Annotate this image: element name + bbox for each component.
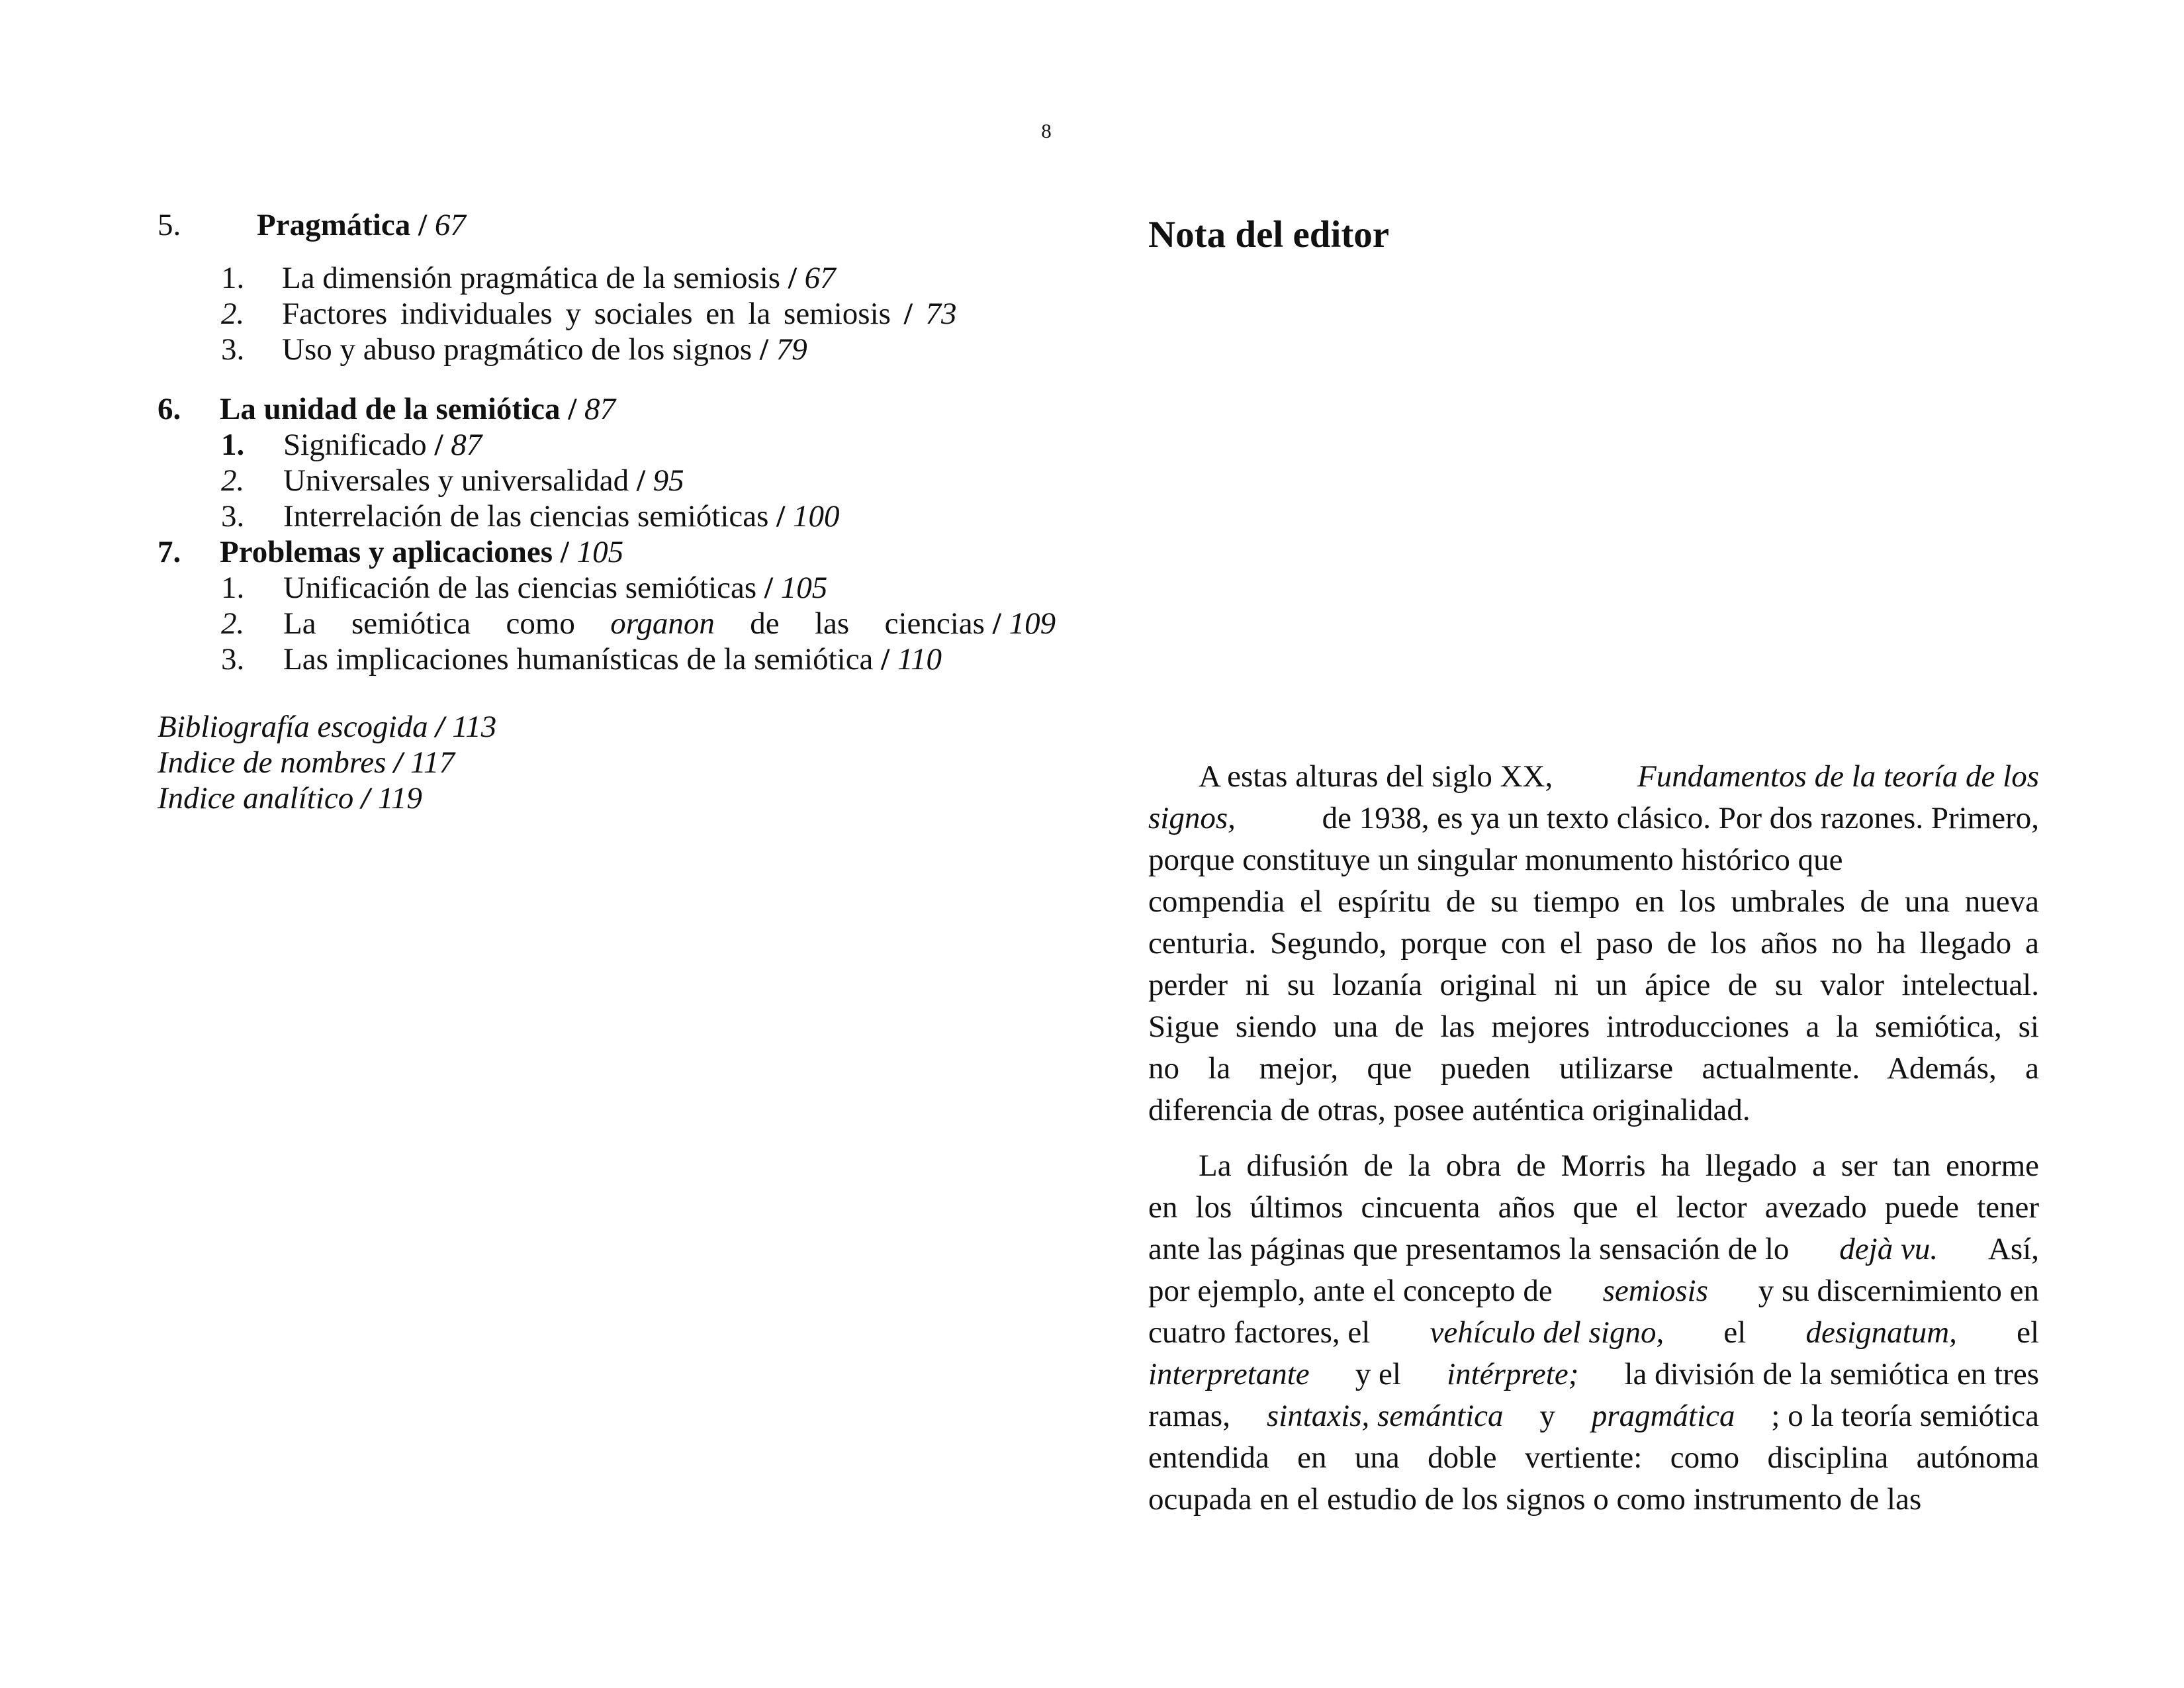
text-line: ante las páginas que presentamos la sensación de lo dejà vu. Así, [1148, 1232, 2039, 1266]
toc-name-index[interactable]: Indice de nombres / 117 [158, 745, 455, 780]
toc-item-5-3[interactable]: 3. Uso y abuso pragmático de los signos / 79 [221, 332, 807, 367]
toc-title: Problemas y aplicaciones [220, 535, 553, 569]
toc-item-7-1[interactable]: 1. Unificación de las ciencias semióticas / 105 [221, 571, 828, 605]
toc-chapter-7[interactable]: 7. Problemas y aplicaciones / 105 [158, 535, 624, 569]
toc-page: 105 [576, 535, 624, 569]
toc-number: 6. [158, 392, 181, 426]
toc-number: 5. [158, 208, 181, 242]
toc-item-6-3[interactable]: 3. Interrelación de las ciencias semióticas / 100 [221, 499, 840, 534]
table-of-contents [158, 207, 1056, 816]
text-line: diferencia de otras, posee auténtica originalidad. [1148, 1093, 1751, 1127]
text-line: perder ni su lozanía original ni un ápice de su valor intelectual. [1148, 968, 2039, 1002]
text-line: no la mejor, que pueden utilizarse actualmente. Además, a [1148, 1051, 2039, 1086]
text-line: interpretante y el intérprete; la división de la semiótica en tres [1148, 1357, 2039, 1391]
note-paragraph-1 [1148, 756, 2039, 1131]
text-line: entendida en una doble vertiente: como disciplina autónoma [1148, 1440, 2039, 1475]
text-line: centuria. Segundo, porque con el paso de los años no ha llegado a [1148, 926, 2039, 961]
toc-item-5-2[interactable]: 2. Factores individuales y sociales en la semiosis / 73 [221, 297, 957, 331]
text-line: en los últimos cincuenta años que el lector avezado puede tener [1148, 1190, 2039, 1225]
toc-page: 87 [584, 392, 616, 426]
text-line: Sigue siendo una de las mejores introducciones a la semiótica, si [1148, 1009, 2039, 1044]
note-paragraph-2 [1148, 1145, 2039, 1521]
toc-analytic-index[interactable]: Indice analítico / 119 [158, 781, 422, 816]
toc-chapter-6[interactable]: 6. La unidad de la semiótica / 87 [158, 392, 616, 426]
toc-number: 7. [158, 535, 181, 569]
text-line: por ejemplo, ante el concepto de semiosis y su discernimiento en [1148, 1274, 2039, 1308]
page-number: 8 [1041, 119, 1052, 142]
toc-title: Pragmática [257, 208, 411, 242]
toc-item-7-3[interactable]: 3. Las implicaciones humanísticas de la semiótica / 110 [221, 642, 942, 677]
text-line: ramas, sintaxis, semántica y pragmática ; o la teoría semiótica [1148, 1399, 2039, 1433]
note-body [1148, 756, 2039, 1534]
text-line: cuatro factores, el vehículo del signo, el designatum, el [1148, 1315, 2039, 1350]
text-line: porque constituye un singular monumento histórico que [1148, 843, 1843, 877]
text-line: La difusión de la obra de Morris ha llegado a ser tan enorme [1199, 1149, 2039, 1183]
note-title: Nota del editor [1148, 214, 1390, 256]
text-line: compendia el espíritu de su tiempo en los umbrales de una nueva [1148, 884, 2039, 919]
toc-item-5-1[interactable]: 1. La dimensión pragmática de la semiosis / 67 [221, 261, 836, 295]
toc-item-6-1[interactable]: 1. Significado / 87 [221, 428, 482, 462]
toc-item-6-2[interactable]: 2. Universales y universalidad / 95 [221, 463, 684, 498]
toc-title: La unidad de la semiótica [220, 392, 561, 426]
text-line: signos, de 1938, es ya un texto clásico. Por dos razones. Primero, [1148, 801, 2039, 835]
text-line: ocupada en el estudio de los signos o como instrumento de las [1148, 1482, 1922, 1517]
toc-page: 67 [434, 208, 466, 242]
toc-bibliography[interactable]: Bibliografía escogida / 113 [158, 710, 497, 744]
text-line: A estas alturas del siglo XX, Fundamentos de la teoría de los [1199, 759, 2039, 794]
toc-chapter-5[interactable]: 5. Pragmática / 67 [158, 208, 466, 242]
toc-item-7-2[interactable]: 2. La semiótica como organon de las ciencias / 109 [221, 606, 1056, 641]
